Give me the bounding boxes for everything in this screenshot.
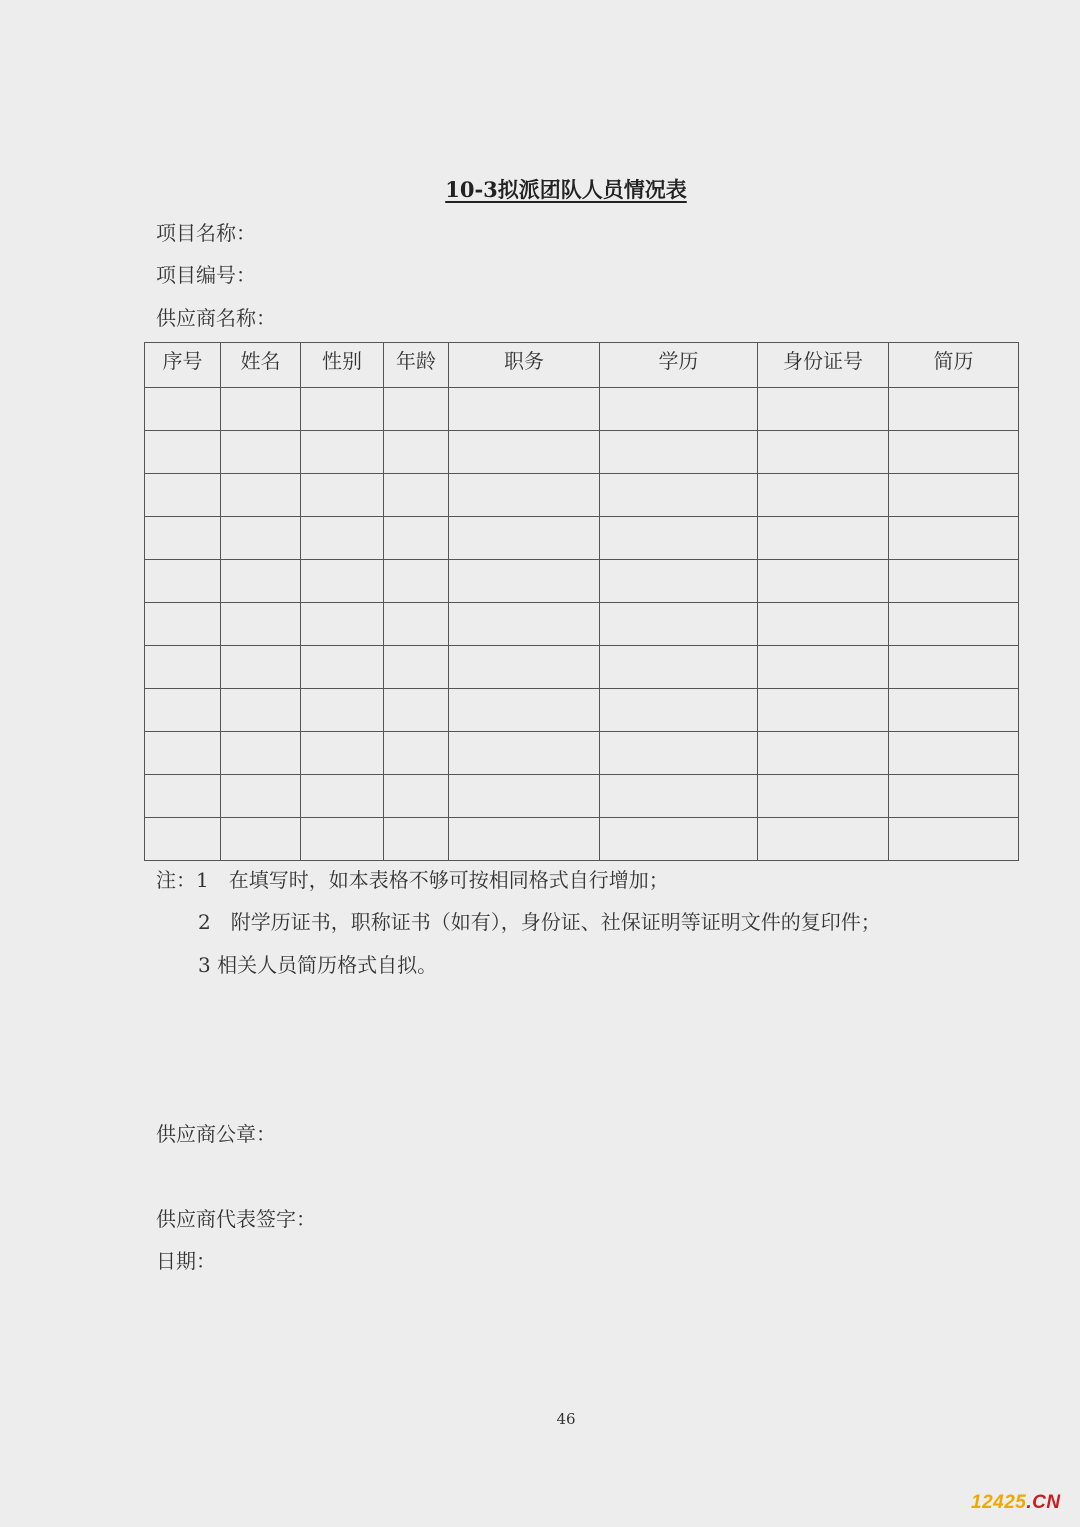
table-cell: [221, 474, 301, 517]
table-cell: [600, 603, 758, 646]
table-cell: [221, 689, 301, 732]
table-cell: [600, 689, 758, 732]
table-row: [145, 818, 1019, 861]
table-cell: [600, 517, 758, 560]
project-number-label: 项目编号：: [156, 263, 256, 287]
table-cell: [758, 560, 889, 603]
table-row: [145, 689, 1019, 732]
representative-signature-label: 供应商代表签字：: [156, 1207, 316, 1231]
table-cell: [889, 732, 1019, 775]
table-cell: [301, 517, 384, 560]
table-cell: [301, 388, 384, 431]
staff-table: [144, 342, 1019, 861]
table-cell: [145, 646, 221, 689]
table-cell: [221, 818, 301, 861]
supplier-name-label: 供应商名称：: [156, 306, 276, 330]
table-cell: [449, 646, 600, 689]
table-cell: [145, 603, 221, 646]
table-body: [145, 388, 1019, 861]
table-cell: [758, 388, 889, 431]
table-cell: [221, 646, 301, 689]
table-cell: [145, 689, 221, 732]
table-cell: [758, 689, 889, 732]
header-index: 序号: [145, 343, 221, 388]
table-cell: [600, 388, 758, 431]
table-cell: [145, 388, 221, 431]
table-cell: [145, 517, 221, 560]
table-cell: [449, 732, 600, 775]
table-cell: [384, 388, 449, 431]
date-label: 日期：: [156, 1249, 216, 1273]
table-cell: [889, 474, 1019, 517]
table-cell: [758, 517, 889, 560]
note-1: 注：1 在填写时，如本表格不够可按相同格式自行增加；: [156, 868, 669, 892]
table-cell: [758, 732, 889, 775]
table-cell: [221, 560, 301, 603]
table-cell: [758, 818, 889, 861]
table-cell: [221, 603, 301, 646]
table-cell: [889, 689, 1019, 732]
header-education: 学历: [600, 343, 758, 388]
header-resume: 简历: [889, 343, 1019, 388]
table-row: [145, 517, 1019, 560]
table-cell: [301, 431, 384, 474]
table-cell: [449, 517, 600, 560]
table-cell: [600, 474, 758, 517]
table-cell: [889, 431, 1019, 474]
table-cell: [449, 603, 600, 646]
table-cell: [384, 603, 449, 646]
table-row: [145, 732, 1019, 775]
supplier-seal-label: 供应商公章：: [156, 1122, 276, 1146]
table-row: [145, 646, 1019, 689]
table-cell: [449, 388, 600, 431]
note-3: 3 相关人员简历格式自拟。: [198, 953, 438, 977]
page-number: 46: [556, 1410, 576, 1428]
table-header-row: [145, 343, 1019, 388]
table-cell: [384, 732, 449, 775]
table-cell: [384, 775, 449, 818]
table-cell: [384, 646, 449, 689]
table-cell: [600, 646, 758, 689]
table-cell: [758, 603, 889, 646]
watermark-tld: .CN: [1026, 1492, 1061, 1513]
table-row: [145, 431, 1019, 474]
table-cell: [301, 732, 384, 775]
note-2: 2 附学历证书，职称证书（如有），身份证、社保证明等证明文件的复印件；: [198, 910, 881, 934]
table-cell: [145, 560, 221, 603]
table-row: [145, 775, 1019, 818]
table-cell: [145, 732, 221, 775]
watermark-logo: [971, 1492, 1061, 1514]
table-cell: [758, 775, 889, 818]
table-cell: [449, 775, 600, 818]
table-cell: [449, 431, 600, 474]
table-cell: [600, 818, 758, 861]
table-cell: [301, 646, 384, 689]
project-name-label: 项目名称：: [156, 221, 256, 245]
table-cell: [384, 560, 449, 603]
table-cell: [301, 474, 384, 517]
table-cell: [145, 474, 221, 517]
table-cell: [145, 818, 221, 861]
table-cell: [889, 517, 1019, 560]
table-cell: [301, 689, 384, 732]
watermark-number: 12425: [971, 1492, 1027, 1513]
page-title: 10-3拟派团队人员情况表: [445, 177, 687, 202]
table-cell: [384, 517, 449, 560]
table-cell: [384, 689, 449, 732]
table-cell: [449, 689, 600, 732]
table-cell: [221, 775, 301, 818]
table-cell: [449, 818, 600, 861]
table-cell: [221, 431, 301, 474]
table-cell: [301, 775, 384, 818]
table-cell: [758, 474, 889, 517]
table-cell: [384, 818, 449, 861]
table-cell: [221, 732, 301, 775]
table-cell: [889, 603, 1019, 646]
table-cell: [301, 818, 384, 861]
table-cell: [221, 388, 301, 431]
table-cell: [889, 388, 1019, 431]
table-cell: [889, 775, 1019, 818]
table-cell: [600, 775, 758, 818]
header-name: 姓名: [221, 343, 301, 388]
header-position: 职务: [449, 343, 600, 388]
table-cell: [384, 474, 449, 517]
header-age: 年龄: [384, 343, 449, 388]
table-cell: [600, 431, 758, 474]
table-cell: [384, 431, 449, 474]
table-cell: [301, 560, 384, 603]
table-cell: [600, 560, 758, 603]
table-cell: [889, 818, 1019, 861]
table-row: [145, 603, 1019, 646]
table-cell: [758, 431, 889, 474]
table-cell: [301, 603, 384, 646]
header-id-number: 身份证号: [758, 343, 889, 388]
table-cell: [221, 517, 301, 560]
table-cell: [889, 646, 1019, 689]
table-row: [145, 474, 1019, 517]
table-row: [145, 560, 1019, 603]
table-cell: [758, 646, 889, 689]
header-gender: 性别: [301, 343, 384, 388]
table-cell: [449, 560, 600, 603]
table-row: [145, 388, 1019, 431]
table-cell: [145, 775, 221, 818]
table-cell: [889, 560, 1019, 603]
table-cell: [145, 431, 221, 474]
table-cell: [449, 474, 600, 517]
table-cell: [600, 732, 758, 775]
